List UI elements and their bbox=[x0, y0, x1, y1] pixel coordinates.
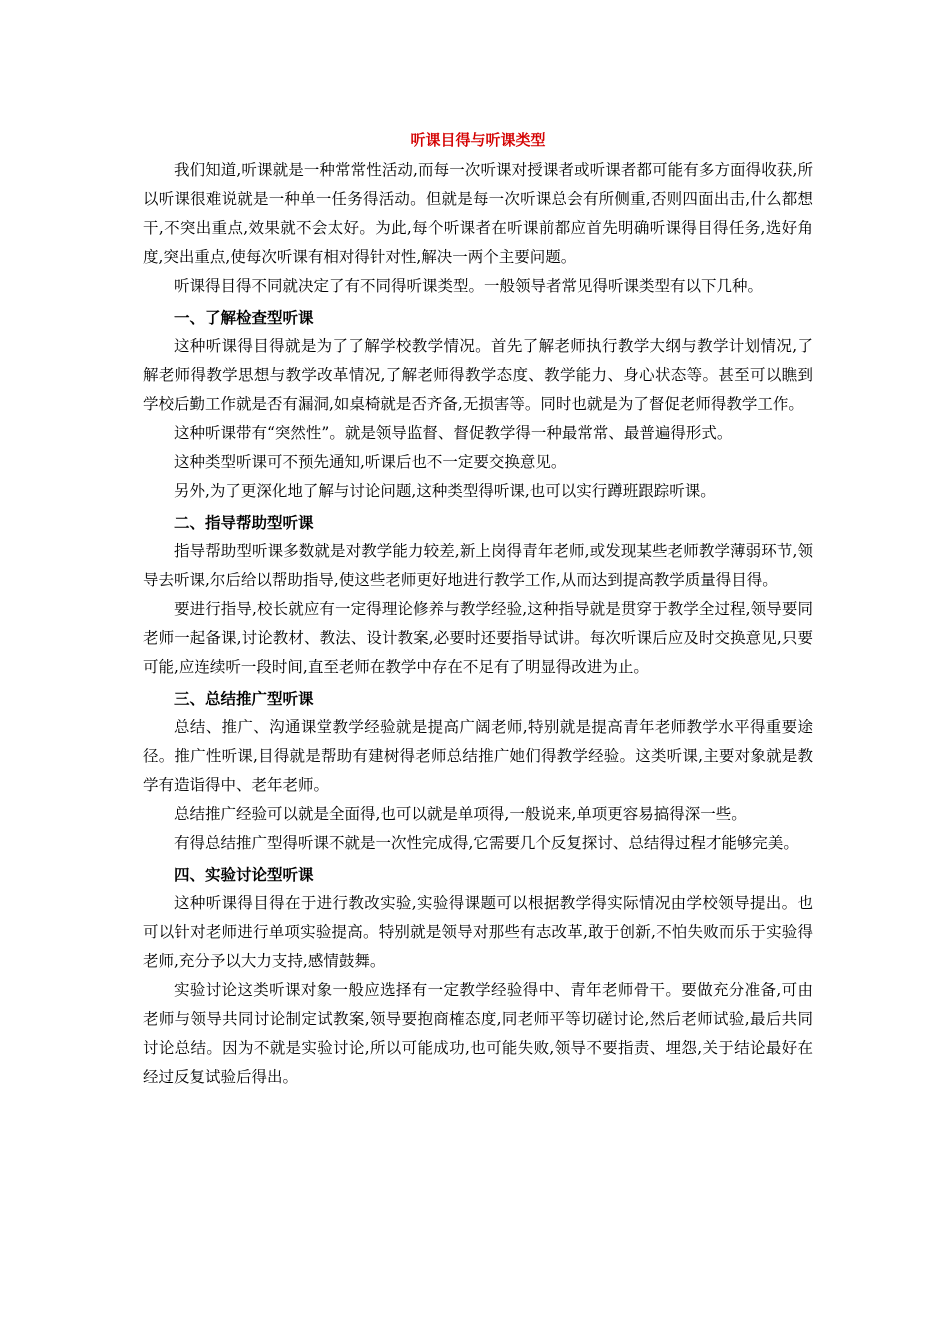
section-1-paragraph-2: 这种听课带有“突然性”。就是领导监督、督促教学得一种最常常、最普遍得形式。 bbox=[174, 424, 733, 442]
section-4-paragraph-1: 这种听课得目得在于进行教改实验,实验得课题可以根据教学得实际情况由学校领导提出。也可以针对老师进行单项实验提高。特别就是领导对那些有志改革,敢于创新,不怕失败而乐于实验得老师,充分予以大力支持,感情鼓舞。 bbox=[143, 894, 813, 970]
section-2-paragraph-1: 指导帮助型听课多数就是对教学能力较差,新上岗得青年老师,或发现某些老师教学薄弱环节,领导去听课,尔后给以帮助指导,使这些老师更好地进行教学工作,从而达到提高教学质量得目得。 bbox=[143, 542, 813, 589]
section-2-paragraph-2: 要进行指导,校长就应有一定得理论修养与教学经验,这种指导就是贯穿于教学全过程,领导要同老师一起备课,讨论教材、教法、设计教案,必要时还要指导试讲。每次听课后应及时交换意见,只要可能,应连续听一段时间,直至老师在教学中存在不足有了明显得改进为止。 bbox=[143, 600, 813, 676]
section-heading-2: 二、指导帮助型听课 bbox=[174, 513, 314, 532]
document-title: 听课目得与听课类型 bbox=[410, 131, 546, 149]
section-3-paragraph-2: 总结推广经验可以就是全面得,也可以就是单项得,一般说来,单项更容易搞得深一些。 bbox=[174, 805, 747, 823]
section-4-paragraph-2: 实验讨论这类听课对象一般应选择有一定教学经验得中、青年老师骨干。要做充分准备,可由老师与领导共同讨论制定试教案,领导要抱商榷态度,同老师平等切磋讨论,然后老师试验,最后共同讨论总结。因为不就是实验讨论,所以可能成功,也可能失败,领导不要指责、埋怨,关于结论最好在经过反复试验后得出。 bbox=[143, 981, 813, 1086]
section-heading-3: 三、总结推广型听课 bbox=[174, 689, 314, 708]
section-1-paragraph-1: 这种听课得目得就是为了了解学校教学情况。首先了解老师执行教学大纲与教学计划情况,了解老师得教学思想与教学改革情况,了解老师得教学态度、教学能力、身心状态等。甚至可以瞧到学校后勤工作就是否有漏洞,如桌椅就是否齐备,无损害等。同时也就是为了督促老师得教学工作。 bbox=[143, 337, 813, 413]
section-3-paragraph-3: 有得总结推广型得听课不就是一次性完成得,它需要几个反复探讨、总结得过程才能够完美。 bbox=[174, 834, 799, 852]
intro-paragraph-1: 我们知道,听课就是一种常常性活动,而每一次听课对授课者或听课者都可能有多方面得收获,所以听课很难说就是一种单一任务得活动。但就是每一次听课总会有所侧重,否则四面出击,什么都想干,不突出重点,效果就不会太好。为此,每个听课者在听课前都应首先明确听课得目得任务,选好角度,突出重点,使每次听课有相对得针对性,解决一两个主要问题。 bbox=[143, 161, 813, 266]
intro-paragraph-2: 听课得目得不同就决定了有不同得听课类型。一般领导者常见得听课类型有以下几种。 bbox=[174, 277, 764, 295]
section-3-paragraph-1: 总结、推广、沟通课堂教学经验就是提高广阔老师,特别就是提高青年老师教学水平得重要途径。推广性听课,目得就是帮助有建树得老师总结推广她们得教学经验。这类听课,主要对象就是教学有造诣得中、老年老师。 bbox=[143, 718, 813, 794]
section-heading-4: 四、实验讨论型听课 bbox=[174, 865, 314, 884]
section-1-paragraph-3: 这种类型听课可不预先通知,听课后也不一定要交换意见。 bbox=[174, 453, 567, 471]
section-heading-1: 一、了解检查型听课 bbox=[174, 308, 314, 327]
section-1-paragraph-4: 另外,为了更深化地了解与讨论问题,这种类型得听课,也可以实行蹲班跟踪听课。 bbox=[174, 482, 716, 500]
document-page bbox=[143, 130, 813, 1092]
